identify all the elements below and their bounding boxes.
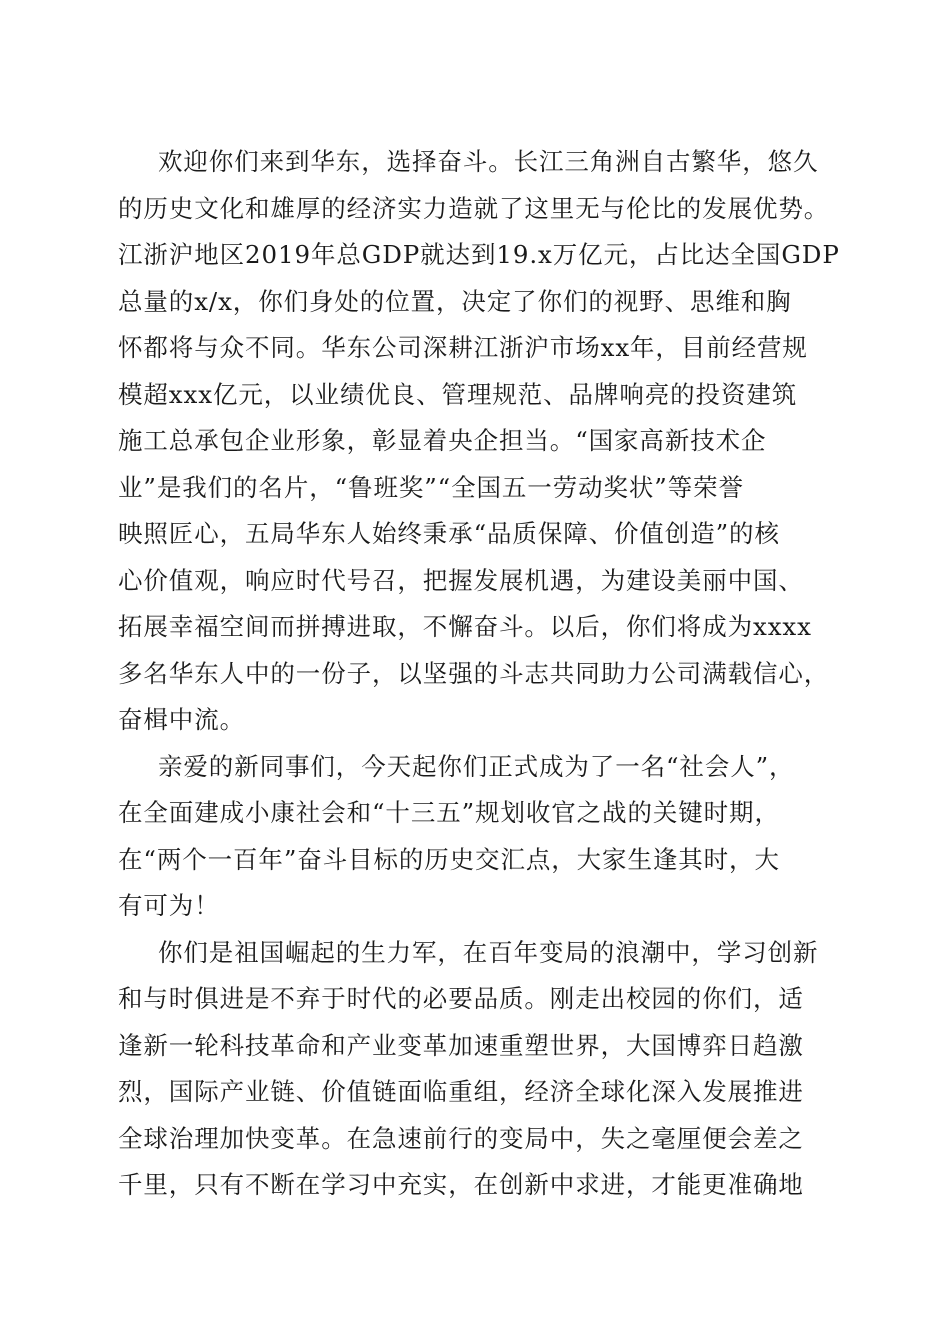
paragraph-3-line-3: 逢新一轮科技革命和产业变革加速重塑世界，大国博弈日趋激 bbox=[118, 1031, 804, 1060]
paragraph-3-line-2: 和与时俱进是不弃于时代的必要品质。刚走出校园的你们，适 bbox=[118, 984, 804, 1013]
paragraph-1-line-2: 的历史文化和雄厚的经济实力造就了这里无与伦比的发展优势。 bbox=[118, 194, 830, 223]
paragraph-3-line-5: 全球治理加快变革。在急速前行的变局中，失之毫厘便会差之 bbox=[118, 1124, 804, 1153]
paragraph-1-line-13: 奋楫中流。 bbox=[118, 705, 245, 734]
paragraph-1-line-9: 映照匠心，五局华东人始终秉承“品质保障、价值创造”的核 bbox=[118, 519, 780, 548]
paragraph-1-line-10: 心价值观，响应时代号召，把握发展机遇，为建设美丽中国、 bbox=[118, 566, 804, 595]
paragraph-3-line-6: 千里，只有不断在学习中充实，在创新中求进，才能更准确地 bbox=[118, 1170, 804, 1199]
paragraph-1-line-8: 业”是我们的名片，“鲁班奖”“全国五一劳动奖状”等荣誉 bbox=[118, 473, 744, 502]
paragraph-2-line-2: 在全面建成小康社会和“十三五”规划收官之战的关键时期， bbox=[118, 798, 780, 827]
paragraph-1-line-5: 怀都将与众不同。华东公司深耕江浙沪市场xx年，目前经营规 bbox=[118, 333, 808, 362]
paragraph-1-line-6: 模超xxx亿元，以业绩优良、管理规范、品牌响亮的投资建筑 bbox=[118, 380, 798, 409]
paragraph-3-line-4: 烈，国际产业链、价值链面临重组，经济全球化深入发展推进 bbox=[118, 1077, 804, 1106]
paragraph-1-line-12: 多名华东人中的一份子，以坚强的斗志共同助力公司满载信心， bbox=[118, 659, 830, 688]
paragraph-1-line-3: 江浙沪地区2019年总GDP就达到19.x万亿元，占比达全国GDP bbox=[118, 240, 840, 269]
paragraph-2-line-3: 在“两个一百年”奋斗目标的历史交汇点，大家生逢其时，大 bbox=[118, 845, 780, 874]
paragraph-1-line-7: 施工总承包企业形象，彰显着央企担当。“国家高新技术企 bbox=[118, 426, 767, 455]
paragraph-1-line-4: 总量的x/x，你们身处的位置，决定了你们的视野、思维和胸 bbox=[118, 287, 792, 316]
paragraph-1-line-1: 欢迎你们来到华东，选择奋斗。长江三角洲自古繁华，悠久 bbox=[158, 147, 819, 176]
paragraph-1-line-11: 拓展幸福空间而拼搏进取，不懈奋斗。以后，你们将成为xxxx bbox=[118, 612, 812, 641]
paragraph-2-line-4: 有可为！ bbox=[118, 891, 220, 920]
paragraph-3-line-1: 你们是祖国崛起的生力军，在百年变局的浪潮中，学习创新 bbox=[158, 938, 819, 967]
paragraph-2-line-1: 亲爱的新同事们，今天起你们正式成为了一名“社会人”， bbox=[158, 752, 795, 781]
